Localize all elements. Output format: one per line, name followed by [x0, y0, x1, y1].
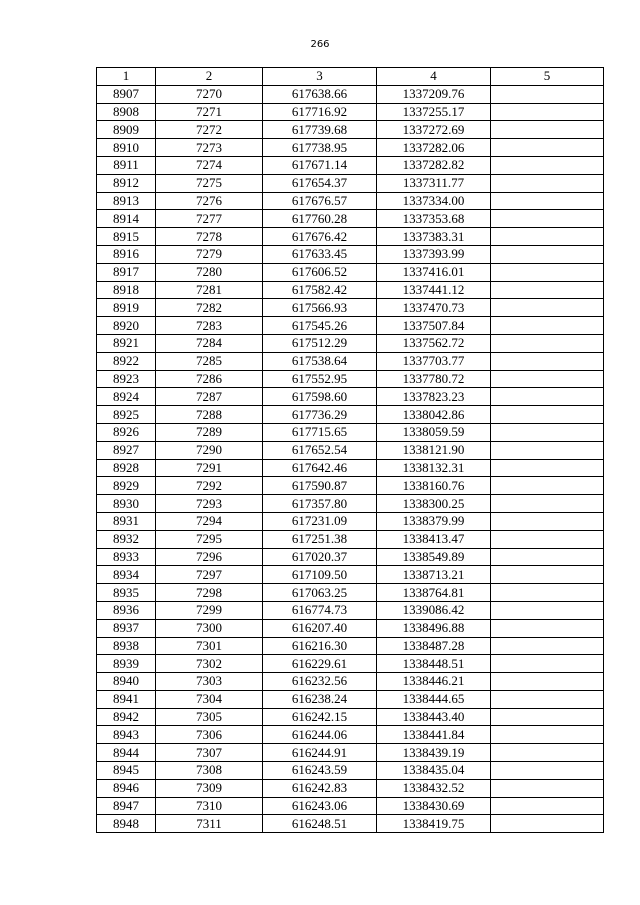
table-cell-col-2: 7309 — [156, 779, 263, 797]
table-cell-col-2: 7270 — [156, 85, 263, 103]
column-header-4: 4 — [377, 68, 491, 86]
table-cell-col-2: 7296 — [156, 548, 263, 566]
table-cell-col-3: 616244.91 — [263, 744, 377, 762]
table-cell-col-3: 616238.24 — [263, 690, 377, 708]
table-cell-col-4: 1337441.12 — [377, 281, 491, 299]
table-cell-col-4: 1338487.28 — [377, 637, 491, 655]
table-row — [97, 228, 604, 246]
table-cell-col-4: 1338432.52 — [377, 779, 491, 797]
table-cell-col-3: 616248.51 — [263, 815, 377, 833]
table-row — [97, 103, 604, 121]
table-cell-col-5 — [491, 85, 604, 103]
table-cell-col-5 — [491, 726, 604, 744]
table-row — [97, 477, 604, 495]
table-cell-col-2: 7307 — [156, 744, 263, 762]
table-row — [97, 406, 604, 424]
table-cell-col-5 — [491, 815, 604, 833]
table-cell-col-2: 7306 — [156, 726, 263, 744]
table-cell-col-4: 1337823.23 — [377, 388, 491, 406]
table-cell-col-1: 8933 — [97, 548, 156, 566]
table-cell-col-1: 8924 — [97, 388, 156, 406]
table-cell-col-3: 617638.66 — [263, 85, 377, 103]
table-cell-col-4: 1338132.31 — [377, 459, 491, 477]
table-row — [97, 762, 604, 780]
table-cell-col-5 — [491, 156, 604, 174]
table-cell-col-3: 616207.40 — [263, 619, 377, 637]
table-cell-col-5 — [491, 512, 604, 530]
table-cell-col-3: 616244.06 — [263, 726, 377, 744]
table-body — [97, 85, 604, 832]
table-cell-col-1: 8925 — [97, 406, 156, 424]
table-row — [97, 708, 604, 726]
table-cell-col-3: 616242.15 — [263, 708, 377, 726]
table-cell-col-3: 617606.52 — [263, 263, 377, 281]
table-cell-col-5 — [491, 406, 604, 424]
table-cell-col-3: 617109.50 — [263, 566, 377, 584]
table-cell-col-5 — [491, 281, 604, 299]
table-row — [97, 352, 604, 370]
table-row — [97, 388, 604, 406]
table-cell-col-1: 8917 — [97, 263, 156, 281]
table-row — [97, 281, 604, 299]
table-cell-col-5 — [491, 174, 604, 192]
table-cell-col-1: 8944 — [97, 744, 156, 762]
table-cell-col-5 — [491, 334, 604, 352]
table-cell-col-2: 7280 — [156, 263, 263, 281]
table-cell-col-1: 8940 — [97, 673, 156, 691]
table-cell-col-5 — [491, 708, 604, 726]
table-cell-col-3: 617063.25 — [263, 584, 377, 602]
table-cell-col-1: 8946 — [97, 779, 156, 797]
table-row — [97, 726, 604, 744]
table-cell-col-1: 8929 — [97, 477, 156, 495]
table-cell-col-1: 8916 — [97, 245, 156, 263]
table-cell-col-3: 617545.26 — [263, 317, 377, 335]
table-row — [97, 673, 604, 691]
table-row — [97, 139, 604, 157]
table-cell-col-4: 1337780.72 — [377, 370, 491, 388]
table-cell-col-2: 7275 — [156, 174, 263, 192]
table-row — [97, 334, 604, 352]
header-row — [97, 68, 604, 86]
table-cell-col-2: 7274 — [156, 156, 263, 174]
table-cell-col-3: 617715.65 — [263, 423, 377, 441]
table-cell-col-5 — [491, 459, 604, 477]
table-cell-col-3: 616232.56 — [263, 673, 377, 691]
table-cell-col-5 — [491, 637, 604, 655]
table-cell-col-4: 1338713.21 — [377, 566, 491, 584]
table-cell-col-4: 1337272.69 — [377, 121, 491, 139]
table-row — [97, 423, 604, 441]
table-cell-col-3: 617652.54 — [263, 441, 377, 459]
table-cell-col-5 — [491, 495, 604, 513]
table-cell-col-3: 617716.92 — [263, 103, 377, 121]
table-cell-col-5 — [491, 601, 604, 619]
table-cell-col-3: 617738.95 — [263, 139, 377, 157]
table-cell-col-2: 7279 — [156, 245, 263, 263]
table-cell-col-4: 1338441.84 — [377, 726, 491, 744]
table-cell-col-4: 1337209.76 — [377, 85, 491, 103]
table-cell-col-1: 8909 — [97, 121, 156, 139]
table-cell-col-4: 1337311.77 — [377, 174, 491, 192]
column-header-1: 1 — [97, 68, 156, 86]
table-cell-col-3: 617020.37 — [263, 548, 377, 566]
table-cell-col-4: 1338435.04 — [377, 762, 491, 780]
table-cell-col-2: 7277 — [156, 210, 263, 228]
table-cell-col-3: 617231.09 — [263, 512, 377, 530]
table-cell-col-1: 8942 — [97, 708, 156, 726]
table-cell-col-2: 7311 — [156, 815, 263, 833]
table-cell-col-4: 1338300.25 — [377, 495, 491, 513]
table-cell-col-2: 7299 — [156, 601, 263, 619]
table-cell-col-2: 7289 — [156, 423, 263, 441]
table-cell-col-2: 7290 — [156, 441, 263, 459]
table-row — [97, 299, 604, 317]
table-row — [97, 797, 604, 815]
table-cell-col-3: 617590.87 — [263, 477, 377, 495]
table-cell-col-3: 617736.29 — [263, 406, 377, 424]
table-cell-col-4: 1338042.86 — [377, 406, 491, 424]
table-row — [97, 441, 604, 459]
table-cell-col-1: 8939 — [97, 655, 156, 673]
table-row — [97, 192, 604, 210]
table-cell-col-2: 7281 — [156, 281, 263, 299]
table-cell-col-5 — [491, 228, 604, 246]
table-cell-col-1: 8936 — [97, 601, 156, 619]
table-cell-col-3: 617582.42 — [263, 281, 377, 299]
table-row — [97, 263, 604, 281]
table-cell-col-4: 1338413.47 — [377, 530, 491, 548]
table-row — [97, 370, 604, 388]
table-cell-col-1: 8947 — [97, 797, 156, 815]
table-row — [97, 655, 604, 673]
table-cell-col-3: 617671.14 — [263, 156, 377, 174]
table-cell-col-5 — [491, 655, 604, 673]
table-cell-col-4: 1338446.21 — [377, 673, 491, 691]
table-cell-col-2: 7302 — [156, 655, 263, 673]
table-cell-col-5 — [491, 139, 604, 157]
table-row — [97, 744, 604, 762]
table-cell-col-5 — [491, 762, 604, 780]
table-cell-col-4: 1337353.68 — [377, 210, 491, 228]
column-header-2: 2 — [156, 68, 263, 86]
table-cell-col-3: 617566.93 — [263, 299, 377, 317]
table-cell-col-2: 7291 — [156, 459, 263, 477]
table-cell-col-4: 1337255.17 — [377, 103, 491, 121]
table-cell-col-5 — [491, 370, 604, 388]
table-cell-col-2: 7283 — [156, 317, 263, 335]
table-row — [97, 619, 604, 637]
table-cell-col-4: 1338121.90 — [377, 441, 491, 459]
table-cell-col-4: 1338443.40 — [377, 708, 491, 726]
table-cell-col-2: 7278 — [156, 228, 263, 246]
table-cell-col-3: 617357.80 — [263, 495, 377, 513]
table-cell-col-4: 1338160.76 — [377, 477, 491, 495]
table-cell-col-3: 617642.46 — [263, 459, 377, 477]
table-cell-col-3: 617676.42 — [263, 228, 377, 246]
table-cell-col-5 — [491, 477, 604, 495]
table-cell-col-1: 8935 — [97, 584, 156, 602]
table-cell-col-3: 617760.28 — [263, 210, 377, 228]
table-cell-col-4: 1337334.00 — [377, 192, 491, 210]
table-cell-col-5 — [491, 530, 604, 548]
table-row — [97, 601, 604, 619]
table-cell-col-1: 8941 — [97, 690, 156, 708]
table-cell-col-4: 1338764.81 — [377, 584, 491, 602]
table-cell-col-3: 617633.45 — [263, 245, 377, 263]
table-cell-col-4: 1338430.69 — [377, 797, 491, 815]
table-cell-col-2: 7292 — [156, 477, 263, 495]
table-cell-col-1: 8919 — [97, 299, 156, 317]
table-cell-col-2: 7287 — [156, 388, 263, 406]
table-cell-col-5 — [491, 103, 604, 121]
table-cell-col-5 — [491, 744, 604, 762]
table-cell-col-4: 1338496.88 — [377, 619, 491, 637]
table-cell-col-4: 1339086.42 — [377, 601, 491, 619]
table-cell-col-2: 7293 — [156, 495, 263, 513]
table-cell-col-4: 1337470.73 — [377, 299, 491, 317]
table-row — [97, 156, 604, 174]
table-cell-col-1: 8911 — [97, 156, 156, 174]
table-row — [97, 495, 604, 513]
table-cell-col-3: 616242.83 — [263, 779, 377, 797]
table-cell-col-5 — [491, 779, 604, 797]
table-cell-col-1: 8926 — [97, 423, 156, 441]
table-row — [97, 584, 604, 602]
table-cell-col-1: 8918 — [97, 281, 156, 299]
column-header-3: 3 — [263, 68, 377, 86]
table-cell-col-2: 7305 — [156, 708, 263, 726]
table-cell-col-2: 7286 — [156, 370, 263, 388]
table-cell-col-1: 8928 — [97, 459, 156, 477]
table-cell-col-5 — [491, 352, 604, 370]
table-cell-col-3: 617512.29 — [263, 334, 377, 352]
table-cell-col-1: 8915 — [97, 228, 156, 246]
table-cell-col-3: 616243.59 — [263, 762, 377, 780]
table-row — [97, 779, 604, 797]
table-cell-col-2: 7284 — [156, 334, 263, 352]
table-cell-col-1: 8934 — [97, 566, 156, 584]
table-cell-col-2: 7298 — [156, 584, 263, 602]
table-cell-col-5 — [491, 192, 604, 210]
table-cell-col-4: 1337416.01 — [377, 263, 491, 281]
table-cell-col-2: 7276 — [156, 192, 263, 210]
table-cell-col-4: 1337282.06 — [377, 139, 491, 157]
table-cell-col-5 — [491, 121, 604, 139]
table-cell-col-3: 617598.60 — [263, 388, 377, 406]
table-row — [97, 174, 604, 192]
table-cell-col-4: 1337703.77 — [377, 352, 491, 370]
table-cell-col-2: 7282 — [156, 299, 263, 317]
table-cell-col-5 — [491, 566, 604, 584]
table-cell-col-2: 7303 — [156, 673, 263, 691]
table-cell-col-1: 8948 — [97, 815, 156, 833]
table-cell-col-3: 617676.57 — [263, 192, 377, 210]
table-row — [97, 566, 604, 584]
table-cell-col-3: 616216.30 — [263, 637, 377, 655]
table-cell-col-3: 617251.38 — [263, 530, 377, 548]
table-header — [97, 68, 604, 86]
table-cell-col-2: 7301 — [156, 637, 263, 655]
table-row — [97, 85, 604, 103]
table-cell-col-1: 8923 — [97, 370, 156, 388]
table-cell-col-5 — [491, 673, 604, 691]
table-cell-col-3: 617538.64 — [263, 352, 377, 370]
table-cell-col-3: 616229.61 — [263, 655, 377, 673]
table-row — [97, 815, 604, 833]
table-cell-col-4: 1337562.72 — [377, 334, 491, 352]
table-cell-col-5 — [491, 797, 604, 815]
table-cell-col-2: 7300 — [156, 619, 263, 637]
table-cell-col-5 — [491, 388, 604, 406]
table-cell-col-4: 1338419.75 — [377, 815, 491, 833]
table-cell-col-4: 1338549.89 — [377, 548, 491, 566]
table-cell-col-5 — [491, 690, 604, 708]
table-cell-col-3: 616243.06 — [263, 797, 377, 815]
table-cell-col-1: 8920 — [97, 317, 156, 335]
table-cell-col-1: 8943 — [97, 726, 156, 744]
table-row — [97, 530, 604, 548]
table-cell-col-5 — [491, 263, 604, 281]
table-cell-col-1: 8931 — [97, 512, 156, 530]
table-cell-col-4: 1338059.59 — [377, 423, 491, 441]
table-cell-col-1: 8914 — [97, 210, 156, 228]
table-cell-col-2: 7272 — [156, 121, 263, 139]
table-cell-col-5 — [491, 584, 604, 602]
table-cell-col-1: 8913 — [97, 192, 156, 210]
table-cell-col-1: 8938 — [97, 637, 156, 655]
table-cell-col-1: 8927 — [97, 441, 156, 459]
table-cell-col-5 — [491, 548, 604, 566]
table-cell-col-5 — [491, 317, 604, 335]
table-cell-col-3: 616774.73 — [263, 601, 377, 619]
column-header-5: 5 — [491, 68, 604, 86]
table-row — [97, 317, 604, 335]
table-cell-col-2: 7273 — [156, 139, 263, 157]
table-cell-col-2: 7285 — [156, 352, 263, 370]
table-row — [97, 690, 604, 708]
table-row — [97, 121, 604, 139]
table-cell-col-1: 8912 — [97, 174, 156, 192]
table-row — [97, 210, 604, 228]
table-cell-col-3: 617552.95 — [263, 370, 377, 388]
table-cell-col-4: 1338444.65 — [377, 690, 491, 708]
table-cell-col-1: 8910 — [97, 139, 156, 157]
table-cell-col-5 — [491, 619, 604, 637]
table-cell-col-5 — [491, 245, 604, 263]
table-cell-col-5 — [491, 299, 604, 317]
table-cell-col-1: 8907 — [97, 85, 156, 103]
table-cell-col-2: 7310 — [156, 797, 263, 815]
table-row — [97, 245, 604, 263]
table-cell-col-2: 7295 — [156, 530, 263, 548]
table-cell-col-4: 1337383.31 — [377, 228, 491, 246]
table-cell-col-1: 8930 — [97, 495, 156, 513]
table-cell-col-1: 8945 — [97, 762, 156, 780]
table-cell-col-5 — [491, 210, 604, 228]
table-cell-col-1: 8932 — [97, 530, 156, 548]
table-cell-col-4: 1337507.84 — [377, 317, 491, 335]
table-cell-col-4: 1337393.99 — [377, 245, 491, 263]
table-cell-col-2: 7308 — [156, 762, 263, 780]
page-number: 266 — [310, 39, 330, 50]
table-cell-col-1: 8908 — [97, 103, 156, 121]
table-row — [97, 512, 604, 530]
table-cell-col-4: 1338439.19 — [377, 744, 491, 762]
table-row — [97, 459, 604, 477]
table-cell-col-2: 7294 — [156, 512, 263, 530]
table-row — [97, 637, 604, 655]
table-cell-col-3: 617654.37 — [263, 174, 377, 192]
table-row — [97, 548, 604, 566]
table-cell-col-3: 617739.68 — [263, 121, 377, 139]
table-cell-col-5 — [491, 441, 604, 459]
table-cell-col-1: 8921 — [97, 334, 156, 352]
table-cell-col-2: 7288 — [156, 406, 263, 424]
table-cell-col-4: 1338448.51 — [377, 655, 491, 673]
table-cell-col-1: 8937 — [97, 619, 156, 637]
table-cell-col-5 — [491, 423, 604, 441]
table-cell-col-2: 7271 — [156, 103, 263, 121]
coordinates-table — [96, 67, 604, 833]
table-cell-col-4: 1337282.82 — [377, 156, 491, 174]
table-cell-col-2: 7304 — [156, 690, 263, 708]
table-cell-col-2: 7297 — [156, 566, 263, 584]
table-cell-col-1: 8922 — [97, 352, 156, 370]
table-cell-col-4: 1338379.99 — [377, 512, 491, 530]
